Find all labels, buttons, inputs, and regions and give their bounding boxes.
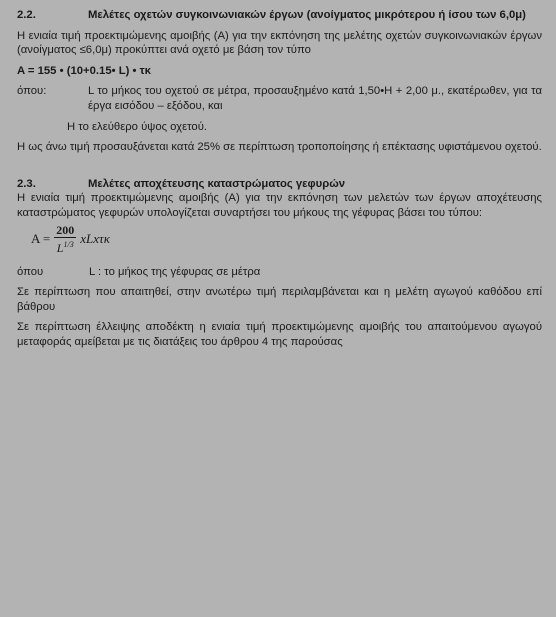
section-2-3-where-lead: όπου [17,265,44,278]
section-2-2-where-lead: όπου: [17,85,47,98]
section-2-3-formula [17,221,542,259]
formula-tail: xLxτκ [80,231,110,247]
formula-lhs: A = [31,231,51,247]
section-2-2-title: Μελέτες οχετών συγκοινωνιακών έργων (ανοίγματος μικρότερου ή ίσου των 6,0μ) [88,9,526,21]
formula-denominator-base: L [56,241,64,256]
section-2-3-where [17,265,542,280]
formula-fraction [54,224,76,255]
section-2-2-intro: Η ενιαία τιμή προεκτιμώμενης αμοιβής (Α) για την εκπόνηση της μελέτης οχετών συγκοινωνιακών έργων (ανοίγματος ≤6,0μ) προκύπτει ανά οχετό με βάση τον τύπο [17,29,542,57]
section-2-3-heading [17,177,542,192]
section-2-3-where-l: L : το μήκος της γέφυρας σε μέτρα [89,265,261,278]
section-2-3-para-2: Σε περίπτωση έλλειψης αποδέκτη η ενιαία τιμή προεκτιμώμενης αμοιβής του απαιτούμενου αγωγού μεταφοράς αμείβεται με τις διατάξεις του άρθρου 4 της παρούσας [17,321,542,348]
section-2-2-where-l [17,84,542,113]
section-2-2-number: 2.2. [17,9,36,21]
section-2-2-where-l-text: L το μήκος του οχετού σε μέτρα, προσαυξημένο κατά 1,50•Η + 2,00 μ., εκατέρωθεν, για τα έργα εισόδου – εξόδου, και [88,85,542,112]
formula-denominator [57,238,74,255]
section-2-3-title: Μελέτες αποχέτευσης καταστρώματος γεφυρών [88,177,346,190]
section-2-2-formula: A = 155 • (10+0.15• L) • τκ [17,64,151,77]
section-2-2-where-h: Η το ελεύθερο ύψος οχετού. [67,120,208,133]
section-2-2-heading [17,8,542,23]
section-2-3-number: 2.3. [17,177,36,190]
document-page [17,8,542,350]
section-2-3-intro: Η ενιαία τιμή προεκτιμώμενης αμοιβής (Α) για την εκπόνηση των μελετών των έργων αποχέτευσης καταστρώματος γεφυρών υπολογίζεται συναρτήσει του μήκους της γέφυρας βάσει του τύπου: [17,192,542,219]
formula-numerator: 200 [56,223,75,238]
formula-denominator-exp: 1/3 [63,240,74,250]
section-2-2-increase-note: Η ως άνω τιμή προσαυξάνεται κατά 25% σε περίπτωση τροποποίησης ή επέκτασης υφιστάμενου οχετού. [17,141,542,154]
section-2-3-para-1: Σε περίπτωση που απαιτηθεί, στην ανωτέρω τιμή περιλαμβάνεται και η μελέτη αγωγού καθόδου επί βάθρου [17,286,542,313]
